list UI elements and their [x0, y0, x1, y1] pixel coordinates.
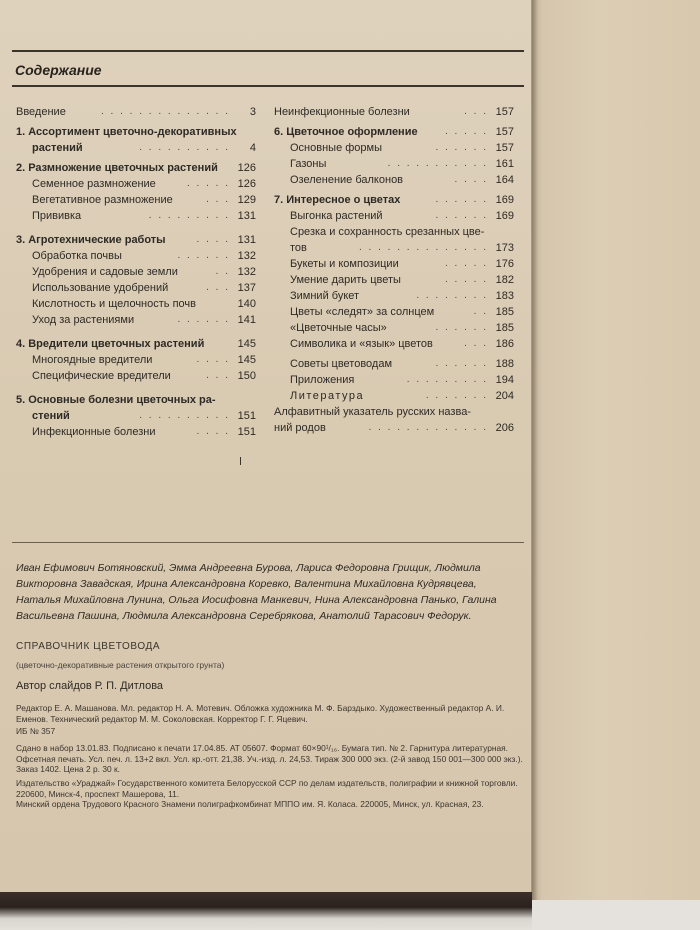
- toc-entry-label: Инфекционные болезни: [32, 426, 156, 438]
- toc-entry-label: 7. Интересное о цветах: [274, 194, 401, 206]
- toc-entry: [16, 424, 256, 440]
- toc-leader-dots: . .: [473, 306, 488, 317]
- toc-entry-label: 3. Агротехнические работы: [16, 234, 166, 246]
- toc-entry: [16, 408, 256, 424]
- toc-entry: [274, 336, 514, 352]
- toc-leader-dots: . . .: [206, 194, 230, 205]
- toc-entry: [16, 140, 256, 156]
- toc-entry: [16, 232, 256, 248]
- toc-entry-label: 6. Цветочное оформление: [274, 126, 418, 138]
- toc-entry-label: Символика и «язык» цветов: [290, 338, 433, 350]
- toc-entry-label: Прививка: [32, 210, 82, 222]
- page-stack-edge: [532, 0, 700, 900]
- top-rule: [12, 50, 524, 52]
- toc-leader-dots: . . .: [206, 282, 230, 293]
- toc-entry: [274, 388, 514, 404]
- toc-entry-label: 4. Вредители цветочных растений: [16, 338, 205, 350]
- slides-author: Автор слайдов Р. П. Дитлова: [16, 680, 164, 692]
- toc-entry-label: Букеты и композиции: [290, 258, 399, 270]
- toc-entry-label: Неинфекционные болезни: [274, 106, 410, 118]
- toc-entry-page: 188: [495, 358, 514, 370]
- toc-entry-page: 126: [237, 162, 256, 174]
- toc-leader-dots: . . . . . . . . . . . . . .: [100, 106, 230, 117]
- imprint-publisher: Издательство «Ураджай» Государственного комитета Белорусской ССР по делам издательств, полиграфии и книжной торговли. 220600, Минск-4, проспект Машерова, 11.: [16, 778, 518, 799]
- toc-leader-dots: . . . . .: [186, 178, 230, 189]
- toc-entry: [274, 124, 514, 140]
- toc-leader-dots: . . . . . . . . . . .: [387, 158, 488, 169]
- toc-entry-page: 161: [495, 158, 514, 170]
- toc-entry-label: ний родов: [274, 422, 326, 434]
- toc-entry-page: 206: [495, 422, 514, 434]
- toc-entry: [274, 172, 514, 188]
- toc-entry: [16, 312, 256, 328]
- toc-entry-label: стений: [32, 410, 70, 422]
- page-spine-shadow: [532, 0, 538, 900]
- toc-entry: [274, 372, 514, 388]
- toc-entry: [274, 272, 514, 288]
- toc-entry: [16, 104, 256, 120]
- center-mark: [240, 457, 241, 465]
- toc-entry-page: 140: [237, 298, 256, 310]
- toc-entry-page: 150: [237, 370, 256, 382]
- toc-entry-label: Советы цветоводам: [290, 358, 393, 370]
- toc-leader-dots: . . . . . .: [435, 358, 488, 369]
- toc-entry-label: 5. Основные болезни цветочных ра-: [16, 394, 216, 406]
- toc-entry-label: Цветы «следят» за солнцем: [290, 306, 435, 318]
- toc-entry-page: 176: [495, 258, 514, 270]
- toc-entry: [16, 296, 256, 312]
- toc-entry-label: Алфавитный указатель русских назва-: [274, 406, 471, 418]
- toc-entry: [274, 320, 514, 336]
- toc-entry-page: 169: [495, 210, 514, 222]
- toc-entry-label: «Цветочные часы»: [290, 322, 387, 334]
- toc-leader-dots: . . . . . .: [435, 142, 488, 153]
- imprint-editors: Редактор Е. А. Машанова. Мл. редактор Н. А. Мотевич. Обложка художника М. Ф. Барздыко. Художественный редактор А. И. Еменов. Технический редактор М. М. Соколовская. Корректор Г. Г. Яцевич.: [16, 703, 505, 724]
- toc-entry-page: 129: [237, 194, 256, 206]
- toc-entry-page: 131: [237, 234, 256, 246]
- toc-entry: [16, 280, 256, 296]
- toc-entry-label: растений: [32, 142, 83, 154]
- toc-entry-label: Специфические вредители: [32, 370, 171, 382]
- toc-entry-label: Приложения: [290, 374, 355, 386]
- toc-entry-label: тов: [290, 242, 307, 254]
- page-title: Содержание: [15, 62, 102, 78]
- book-subtitle: (цветочно-декоративные растения открытого грунта): [16, 660, 225, 670]
- toc-entry-page: 126: [237, 178, 256, 190]
- toc-entry-label: 1. Ассортимент цветочно-декоративных: [16, 126, 237, 138]
- toc-entry-page: 151: [237, 410, 256, 422]
- divider-rule: [12, 542, 524, 543]
- toc-leader-dots: . . .: [206, 370, 230, 381]
- toc-entry-label: Уход за растениями: [32, 314, 135, 326]
- toc-entry-page: 137: [237, 282, 256, 294]
- toc-entry: [16, 336, 256, 352]
- toc-leader-dots: . . . . . . . . . .: [139, 142, 230, 153]
- toc-entry-label: Зимний букет: [290, 290, 360, 302]
- toc-leader-dots: . . . . . . . . .: [406, 374, 488, 385]
- toc-entry-label: Газоны: [290, 158, 327, 170]
- toc-entry: [274, 208, 514, 224]
- toc-entry: [16, 192, 256, 208]
- toc-entry: [274, 240, 514, 256]
- toc-entry-page: 164: [495, 174, 514, 186]
- toc-entry-page: 4: [249, 142, 256, 154]
- toc-entry: [16, 368, 256, 384]
- toc-leader-dots: . . . .: [454, 174, 488, 185]
- toc-leader-dots: . . . .: [196, 426, 230, 437]
- toc-entry: [16, 248, 256, 264]
- toc-left-column: [16, 104, 256, 440]
- toc-entry: [274, 140, 514, 156]
- toc-entry-label: Вегетативное размножение: [32, 194, 173, 206]
- toc-entry-label: Введение: [16, 106, 66, 118]
- toc-entry: [16, 392, 256, 408]
- authors-list: Иван Ефимович Ботяновский, Эмма Андреевна Бурова, Лариса Федоровна Грищик, Людмила Викторовна Завадская, Ирина Александровна Коревко, Валентина Михайловна Кудрявцева, Наталья Михайловна Лунина, Ольга Иосифовна Манкевич, Нина Александровна Панько, Галина Васильевна Пашина, Людмила Александровна Серебрякова, Анатолий Тарасович Федорук.: [16, 562, 497, 622]
- toc-leader-dots: . . . . . .: [435, 322, 488, 333]
- toc-entry: [16, 160, 256, 176]
- toc-entry-page: 185: [495, 306, 514, 318]
- toc-entry-page: 173: [495, 242, 514, 254]
- toc-entry-page: 131: [237, 210, 256, 222]
- toc-leader-dots: . . . .: [196, 234, 230, 245]
- toc-entry: [274, 224, 514, 240]
- toc-entry-page: 183: [495, 290, 514, 302]
- toc-entry: [274, 192, 514, 208]
- toc-entry-page: 3: [249, 106, 256, 118]
- toc-entry-page: 141: [237, 314, 256, 326]
- toc-entry-page: 132: [237, 250, 256, 262]
- toc-entry-label: Основные формы: [290, 142, 383, 154]
- toc-entry-page: 151: [237, 426, 256, 438]
- toc-entry-page: 169: [495, 194, 514, 206]
- toc-entry: [274, 404, 514, 420]
- toc-entry-label: Срезка и сохранность срезанных цве-: [290, 226, 485, 238]
- toc-leader-dots: . . .: [464, 106, 488, 117]
- toc-leader-dots: . . . . . . . . .: [148, 210, 230, 221]
- imprint-printer: Минский ордена Трудового Красного Знамени полиграфкомбинат МППО им. Я. Коласа. 220005, Минск, ул. Красная, 23.: [16, 799, 484, 809]
- toc-entry: [16, 176, 256, 192]
- toc-entry: [274, 304, 514, 320]
- toc-entry: [16, 124, 256, 140]
- toc-leader-dots: . . .: [464, 338, 488, 349]
- toc-leader-dots: . . . . . .: [177, 250, 230, 261]
- toc-entry-page: 157: [495, 142, 514, 154]
- book-cover-edge: [0, 892, 532, 930]
- toc-entry: [16, 264, 256, 280]
- toc-entry-label: Литература: [290, 390, 365, 402]
- toc-entry-label: Использование удобрений: [32, 282, 169, 294]
- toc-entry-page: 182: [495, 274, 514, 286]
- toc-entry-label: Семенное размножение: [32, 178, 156, 190]
- toc-entry: [274, 420, 514, 436]
- toc-leader-dots: . . . . . . . . . . . . . .: [358, 242, 488, 253]
- toc-entry-page: 204: [495, 390, 514, 402]
- toc-entry: [16, 208, 256, 224]
- toc-entry: [274, 356, 514, 372]
- toc-leader-dots: . . . . .: [444, 274, 488, 285]
- toc-entry-page: 194: [495, 374, 514, 386]
- toc-leader-dots: . . . . . . . . . .: [139, 410, 230, 421]
- toc-entry: [274, 256, 514, 272]
- imprint-ib: ИБ № 357: [16, 726, 56, 736]
- toc-leader-dots: . . . . . . . .: [416, 290, 488, 301]
- toc-leader-dots: . .: [215, 266, 230, 277]
- toc-entry-label: Удобрения и садовые земли: [32, 266, 178, 278]
- toc-leader-dots: . . . . . .: [435, 194, 488, 205]
- toc-leader-dots: . . . . . .: [435, 210, 488, 221]
- toc-entry-page: 185: [495, 322, 514, 334]
- toc-entry-label: Многоядные вредители: [32, 354, 153, 366]
- toc-entry: [16, 352, 256, 368]
- toc-entry-page: 132: [237, 266, 256, 278]
- toc-entry-label: Умение дарить цветы: [290, 274, 401, 286]
- toc-entry-page: 145: [237, 354, 256, 366]
- toc-entry-label: Обработка почвы: [32, 250, 122, 262]
- toc-entry-page: 157: [495, 106, 514, 118]
- toc-entry-label: Озеленение балконов: [290, 174, 404, 186]
- title-rule: [12, 85, 524, 87]
- book-title: СПРАВОЧНИК ЦВЕТОВОДА: [16, 641, 161, 652]
- table-surface: [532, 900, 700, 930]
- toc-leader-dots: . . . . .: [444, 258, 488, 269]
- toc-leader-dots: . . . . .: [444, 126, 488, 137]
- toc-entry-label: 2. Размножение цветочных растений: [16, 162, 218, 174]
- toc-leader-dots: . . . . . . .: [425, 390, 488, 401]
- toc-entry-label: Кислотность и щелочность почв: [32, 298, 196, 310]
- toc-entry: [274, 156, 514, 172]
- toc-leader-dots: . . . . . .: [177, 314, 230, 325]
- imprint-print-details: Сдано в набор 13.01.83. Подписано к печати 17.04.85. АТ 05607. Формат 60×90¹/₁₆. Бумага тип. № 2. Гарнитура литературная. Офсетная печать. Усл. печ. л. 13+2 вкл. Усл. кр.-отт. 21,38. Уч.-изд. л. 24,53. Тираж 300 000 экз. (2-й завод 150 001—300 000 экз.). Заказ 1402. Цена 2 р. 30 к.: [16, 743, 523, 774]
- toc-leader-dots: . . . .: [196, 354, 230, 365]
- toc-entry: [274, 104, 514, 120]
- toc-leader-dots: . . . . . . . . . . . . .: [368, 422, 488, 433]
- toc-right-column: [274, 104, 514, 436]
- toc-entry-page: 157: [495, 126, 514, 138]
- toc-entry-page: 186: [495, 338, 514, 350]
- toc-entry-page: 145: [237, 338, 256, 350]
- toc-entry: [274, 288, 514, 304]
- toc-entry-label: Выгонка растений: [290, 210, 383, 222]
